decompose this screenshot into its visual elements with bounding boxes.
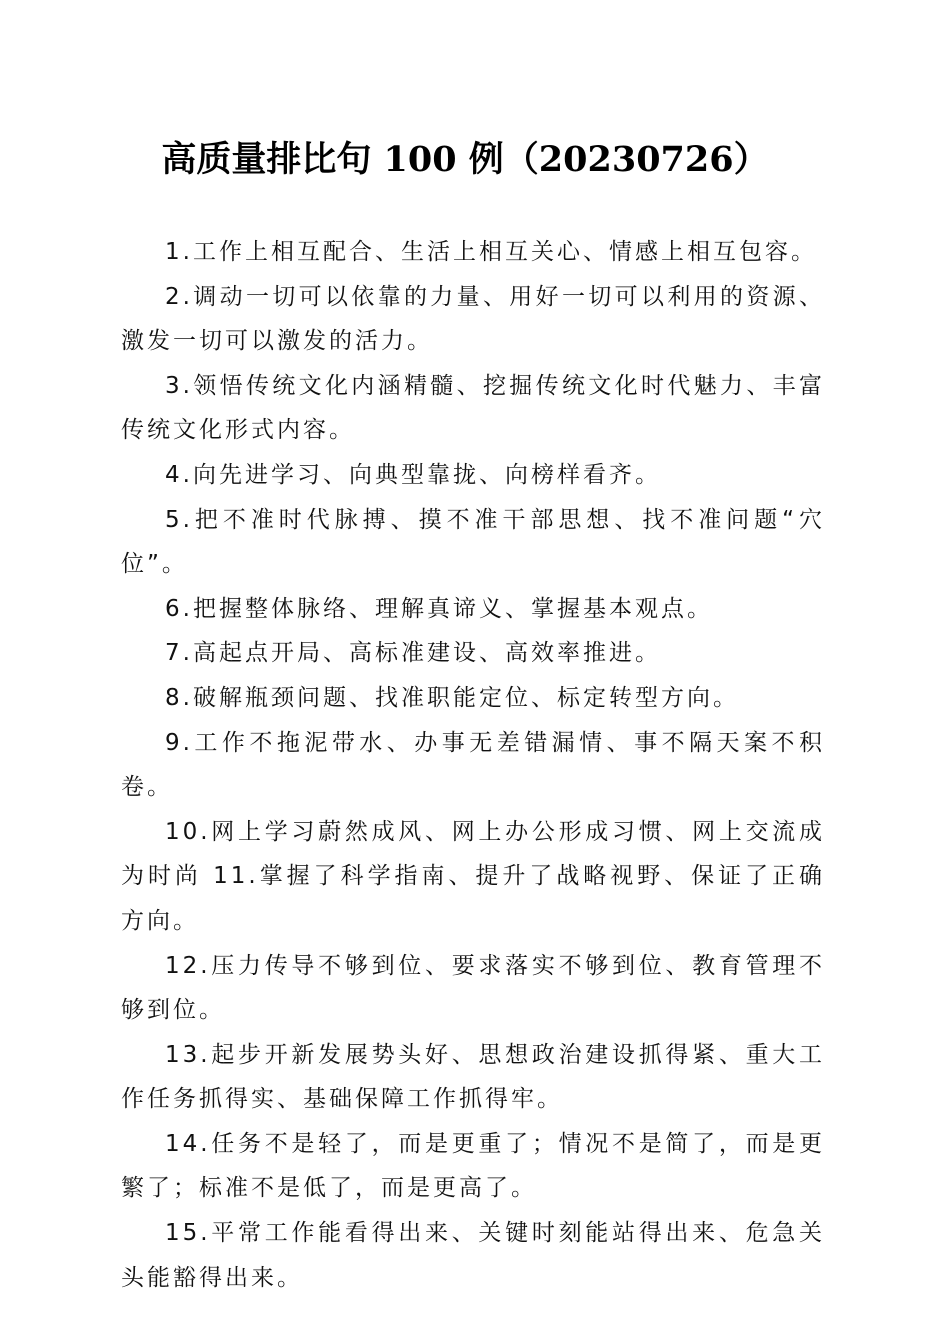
- paragraph-15: 15.平常工作能看得出来、关键时刻能站得出来、危急关头能豁得出来。: [121, 1220, 825, 1291]
- document-body: [121, 230, 825, 1300]
- paragraph-10: 10.网上学习蔚然成风、网上办公形成习惯、网上交流成为时尚 11.掌握了科学指南、提升了战略视野、保证了正确方向。: [121, 818, 825, 934]
- paragraph-13: 13.起步开新发展势头好、思想政治建设抓得紧、重大工作任务抓得实、基础保障工作抓得牢。: [121, 1041, 825, 1113]
- paragraph-8: 8.破解瓶颈问题、找准职能定位、标定转型方向。: [165, 684, 739, 711]
- paragraph-4: 4.向先进学习、向典型靠拢、向榜样看齐。: [165, 461, 661, 488]
- document-title: 高质量排比句 100 例（20230726）: [161, 139, 769, 180]
- paragraph-5: 5.把不准时代脉搏、摸不准干部思想、找不准问题“穴位”。: [121, 506, 825, 578]
- paragraph-2: 2.调动一切可以依靠的力量、用好一切可以利用的资源、激发一切可以激发的活力。: [121, 283, 825, 355]
- paragraph-6: 6.把握整体脉络、理解真谛义、掌握基本观点。: [165, 595, 713, 622]
- paragraph-9: 9.工作不拖泥带水、办事无差错漏情、事不隔天案不积卷。: [121, 729, 825, 801]
- paragraph-7: 7.高起点开局、高标准建设、高效率推进。: [165, 640, 661, 667]
- paragraph-3: 3.领悟传统文化内涵精髓、挖掘传统文化时代魅力、丰富传统文化形式内容。: [121, 372, 825, 444]
- paragraph-1: 1.工作上相互配合、生活上相互关心、情感上相互包容。: [165, 239, 817, 265]
- paragraph-14: 14.任务不是轻了，而是更重了；情况不是简了，而是更繁了；标准不是低了，而是更高了。: [121, 1130, 825, 1202]
- paragraph-12: 12.压力传导不够到位、要求落实不够到位、教育管理不够到位。: [121, 952, 825, 1024]
